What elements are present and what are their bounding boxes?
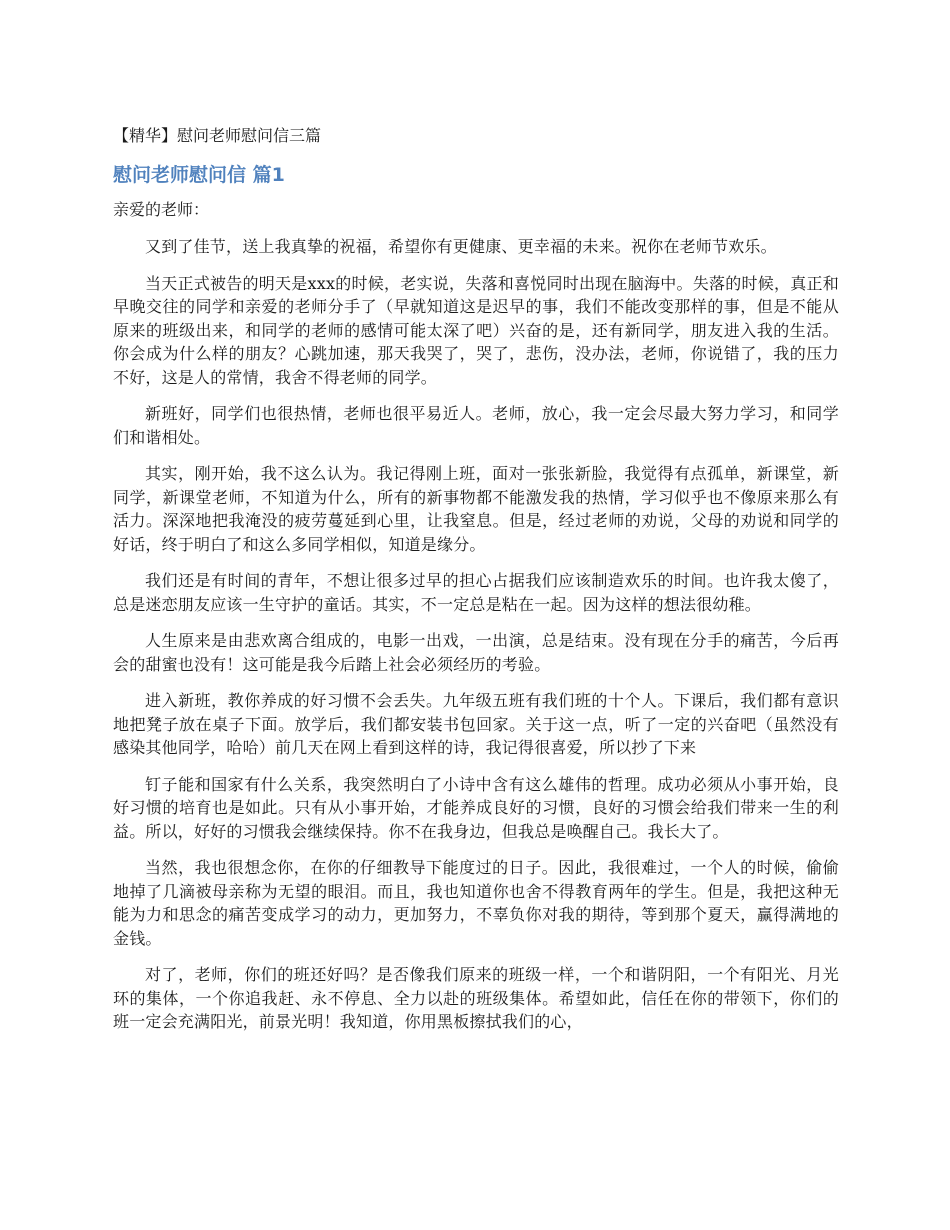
paragraph-3: 新班好，同学们也很热情，老师也很平易近人。老师，放心，我一定会尽最大努力学习，和同学们和谐相处。 <box>113 404 839 447</box>
paragraph-10: 对了，老师，你们的班还好吗？是否像我们原来的班级一样，一个和谐阴阳，一个有阳光、月光环的集体，一个你追我赶、永不停息、全力以赴的班级集体。希望如此，信任在你的带领下，你们的班一定会充满阳光，前景光明！我知道，你用黑板擦拭我们的心， <box>113 965 839 1031</box>
paragraph-7: 进入新班，教你养成的好习惯不会丢失。九年级五班有我们班的十个人。下课后，我们都有意识地把凳子放在桌子下面。放学后，我们都安装书包回家。关于这一点，听了一定的兴奋吧（虽然没有感染其他同学，哈哈）前几天在网上看到这样的诗，我记得很喜爱，所以抄了下来 <box>113 691 839 757</box>
paragraph-1: 又到了佳节，送上我真挚的祝福，希望你有更健康、更幸福的未来。祝你在老师节欢乐。 <box>145 237 777 256</box>
paragraph-4: 其实，刚开始，我不这么认为。我记得刚上班，面对一张张新脸，我觉得有点孤单，新课堂，新同学，新课堂老师，不知道为什么，所有的新事物都不能激发我的热情，学习似乎也不像原来那么有活力。深深地把我淹没的疲劳蔓延到心里，让我窒息。但是，经过老师的劝说，父母的劝说和同学的好话，终于明白了和这么多同学相似，知道是缘分。 <box>113 464 839 554</box>
paragraph-8: 钉子能和国家有什么关系，我突然明白了小诗中含有这么雄伟的哲理。成功必须从小事开始，良好习惯的培育也是如此。只有从小事开始，才能养成良好的习惯，良好的习惯会给我们带来一生的利益。所以，好好的习惯我会继续保持。你不在我身边，但我总是唤醒自己。我长大了。 <box>113 774 839 841</box>
paragraph-5: 我们还是有时间的青年，不想让很多过早的担心占据我们应该制造欢乐的时间。也许我太傻了，总是迷恋朋友应该一生守护的童话。其实，不一定总是粘在一起。因为这样的想法很幼稚。 <box>113 571 839 614</box>
salutation: 亲爱的老师： <box>113 200 210 219</box>
document-title: 【精华】慰问老师慰问信三篇 <box>113 126 322 145</box>
section-heading: 慰问老师慰问信 篇1 <box>113 164 285 186</box>
paragraph-2: 当天正式被告的明天是xxx的时候，老实说，失落和喜悦同时出现在脑海中。失落的时候，真正和早晚交往的同学和亲爱的老师分手了（早就知道这是迟早的事，我们不能改变那样的事，但是不能从原来的班级出来，和同学的老师的感情可能太深了吧）兴奋的是，还有新同学，朋友进入我的生活。你会成为什么样的朋友？心跳加速，那天我哭了，哭了，悲伤，没办法，老师，你说错了，我的压力不好，这是人的常情，我舍不得老师的同学。 <box>113 273 839 387</box>
paragraph-9: 当然，我也很想念你，在你的仔细教导下能度过的日子。因此，我很难过，一个人的时候，偷偷地掉了几滴被母亲称为无望的眼泪。而且，我也知道你也舍不得教育两年的学生。但是，我把这种无能为力和思念的痛苦变成学习的动力，更加努力，不辜负你对我的期待，等到那个夏天，赢得满地的金钱。 <box>113 858 839 948</box>
paragraph-6: 人生原来是由悲欢离合组成的，电影一出戏，一出演，总是结束。没有现在分手的痛苦，今后再会的甜蜜也没有！这可能是我今后踏上社会必须经历的考验。 <box>113 631 839 674</box>
document-page <box>113 124 839 1047</box>
